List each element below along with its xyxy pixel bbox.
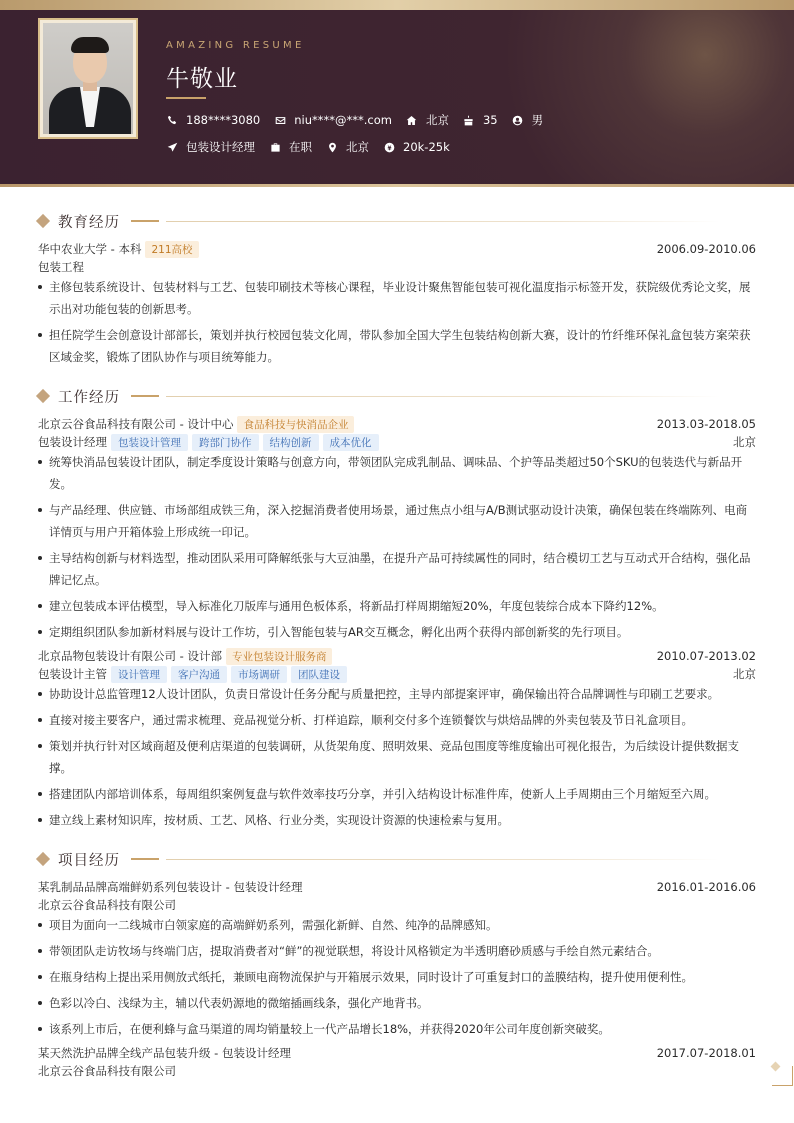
list-item: 策划并执行针对区域商超及便利店渠道的包装调研，从货架角度、照明效果、竞品包围度等维度输出可视化报告，为后续设计提供数据支撑。 xyxy=(38,735,758,779)
target-job-value: 包装设计经理 xyxy=(186,140,255,154)
section-divider xyxy=(166,221,720,222)
heading-accent xyxy=(131,395,159,397)
section-divider xyxy=(166,396,720,397)
target-job-info xyxy=(166,139,255,155)
education-section-heading xyxy=(36,211,159,231)
location-pin-icon xyxy=(326,141,338,153)
gender-info xyxy=(512,112,544,128)
skill-tag: 团队建设 xyxy=(291,666,347,683)
phone-icon xyxy=(166,114,178,126)
industry-tag: 专业包装设计服务商 xyxy=(226,648,333,665)
list-item: 主修包装系统设计、包装材料与工艺、包装印刷技术等核心课程，毕业设计聚焦智能包装可视化温度指示标签开发，获院级优秀论文奖，展示出对功能包装的创新思考。 xyxy=(38,276,758,320)
corner-ornament-line xyxy=(792,1066,793,1086)
target-city-value: 北京 xyxy=(346,140,369,154)
list-item: 建立线上素材知识库，按材质、工艺、风格、行业分类，实现设计资源的快速检索与复用。 xyxy=(38,809,758,831)
list-item: 主导结构创新与材料选型，推动团队采用可降解纸张与大豆油墨，在提升产品可持续属性的同时，结合模切工艺与互动式开合结构，强化品牌记忆点。 xyxy=(38,547,758,591)
list-item: 定期组织团队参加新材料展与设计工作坊，引入智能包装与AR交互概念，孵化出两个获得内部创新奖的先行项目。 xyxy=(38,621,758,643)
list-item: 带领团队走访牧场与终端门店，提取消费者对“鲜”的视觉联想，将设计风格锁定为半透明磨砂质感与手绘自然元素结合。 xyxy=(38,940,758,962)
education-major: 包装工程 xyxy=(38,260,84,274)
list-item: 协助设计总监管理12人设计团队，负责日常设计任务分配与质量把控，主导内部提案评审，确保输出符合品牌调性与印刷工艺要求。 xyxy=(38,683,758,705)
list-item: 项目为面向一二线城市白领家庭的高端鲜奶系列，需强化新鲜、自然、纯净的品牌感知。 xyxy=(38,914,758,936)
salary-value: 20k-25k xyxy=(403,140,450,154)
mail-icon xyxy=(274,114,286,126)
projects-title: 项目经历 xyxy=(58,852,120,869)
target-city-info xyxy=(326,139,369,155)
age-info xyxy=(463,113,498,127)
work-title: 工作经历 xyxy=(58,389,120,406)
project-header xyxy=(38,879,756,895)
job-city: 北京 xyxy=(733,667,756,681)
job-role: 包装设计经理 xyxy=(38,435,107,449)
list-item: 搭建团队内部培训体系，每周组织案例复盘与软件效率技巧分享，并引入结构设计标准件库，使新人上手周期由三个月缩短至六周。 xyxy=(38,783,758,805)
name-underline xyxy=(166,97,206,99)
salary-info xyxy=(383,140,450,154)
skill-tag: 市场调研 xyxy=(231,666,287,683)
job-role: 包装设计主管 xyxy=(38,667,107,681)
heading-accent xyxy=(131,220,159,222)
job-header xyxy=(38,648,756,664)
status-value: 在职 xyxy=(289,140,312,154)
skill-tag: 包装设计管理 xyxy=(111,434,188,451)
project-company-row xyxy=(38,1063,756,1079)
money-icon xyxy=(383,141,395,153)
job-company: 北京云谷食品科技有限公司 - 设计中心 xyxy=(38,417,234,431)
list-item: 该系列上市后，在便利蜂与盒马渠道的周均销量较上一代产品增长18%，并获得2020年公司年度创新突破奖。 xyxy=(38,1018,758,1040)
list-item: 建立包装成本评估模型，导入标准化刀版库与通用色板体系，将新品打样周期缩短20%，年度包装综合成本下降约12%。 xyxy=(38,595,758,617)
industry-tag: 食品科技与快消品企业 xyxy=(237,416,354,433)
avatar xyxy=(43,23,133,134)
diamond-icon xyxy=(36,852,50,866)
corner-ornament-line xyxy=(772,1085,793,1086)
top-accent-strip xyxy=(0,0,794,10)
list-item: 担任院学生会创意设计部部长，策划并执行校园包装文化周，带队参加全国大学生包装结构创新大赛，设计的竹纤维环保礼盒包装方案荣获区域金奖，锻炼了团队协作与项目统筹能力。 xyxy=(38,324,758,368)
section-divider xyxy=(166,859,720,860)
skill-tag: 成本优化 xyxy=(323,434,379,451)
home-info xyxy=(406,112,449,128)
project-name: 某天然洗护品牌全线产品包装升级 - 包装设计经理 xyxy=(38,1046,291,1060)
list-item: 直接对接主要客户，通过需求梳理、竞品视觉分析、打样追踪，顺利交付多个连锁餐饮与烘焙品牌的外卖包装及节日礼盒项目。 xyxy=(38,709,758,731)
diamond-icon xyxy=(36,214,50,228)
job-city: 北京 xyxy=(733,435,756,449)
skill-tag: 设计管理 xyxy=(111,666,167,683)
contact-row xyxy=(166,112,557,128)
project-company: 北京云谷食品科技有限公司 xyxy=(38,1064,176,1078)
list-item: 色彩以冷白、浅绿为主，辅以代表奶源地的微缩插画线条，强化产地背书。 xyxy=(38,992,758,1014)
skill-tag: 结构创新 xyxy=(263,434,319,451)
phone-value: 188****3080 xyxy=(186,113,261,127)
profile-photo xyxy=(38,18,138,139)
job-header xyxy=(38,416,756,432)
school-tag: 211高校 xyxy=(145,241,198,258)
list-item: 与产品经理、供应链、市场部组成铁三角，深入挖掘消费者使用场景，通过焦点小组与A/B测试驱动设计决策，确保包装在终端陈列、电商详情页与用户开箱体验上形成统一印记。 xyxy=(38,499,758,543)
education-date: 2006.09-2010.06 xyxy=(656,242,756,256)
job-role-row xyxy=(38,666,756,682)
project-name: 某乳制品品牌高端鲜奶系列包装设计 - 包装设计经理 xyxy=(38,880,303,894)
education-entry-header xyxy=(38,241,756,257)
work-section-heading xyxy=(36,386,159,406)
home-icon xyxy=(406,114,418,126)
skill-tag: 跨部门协作 xyxy=(192,434,259,451)
gender-value: 男 xyxy=(531,113,544,127)
project-header xyxy=(38,1045,756,1061)
send-icon xyxy=(166,141,178,153)
age-value: 35 xyxy=(482,113,498,127)
job-intent-row xyxy=(166,139,464,155)
project-company: 北京云谷食品科技有限公司 xyxy=(38,898,176,912)
user-circle-icon xyxy=(512,114,524,126)
project-company-row xyxy=(38,897,756,913)
resume-eyebrow: AMAZING RESUME xyxy=(166,40,305,51)
job-date: 2010.07-2013.02 xyxy=(656,649,756,663)
cake-icon xyxy=(463,114,475,126)
diamond-icon xyxy=(36,389,50,403)
skill-tag: 客户沟通 xyxy=(171,666,227,683)
list-item: 在瓶身结构上提出采用侧放式纸托，兼顾电商物流保护与开箱展示效果，同时设计了可重复封口的盖膜结构，提升使用便利性。 xyxy=(38,966,758,988)
status-info xyxy=(269,139,312,155)
job-date: 2013.03-2018.05 xyxy=(656,417,756,431)
corner-diamond-ornament xyxy=(771,1062,781,1072)
job-company: 北京品物包装设计有限公司 - 设计部 xyxy=(38,649,222,663)
projects-section-heading xyxy=(36,849,159,869)
briefcase-icon xyxy=(269,141,281,153)
list-item: 统筹快消品包装设计团队，制定季度设计策略与创意方向，带领团队完成乳制品、调味品、个护等品类超过50个SKU的包装迭代与新品开发。 xyxy=(38,451,758,495)
email-value: niu****@***.com xyxy=(294,113,392,127)
project-date: 2017.07-2018.01 xyxy=(656,1046,756,1060)
email-info xyxy=(274,113,392,127)
education-major-row xyxy=(38,259,756,275)
education-title: 教育经历 xyxy=(58,214,120,231)
candidate-name: 牛敬业 xyxy=(166,66,238,92)
project-date: 2016.01-2016.06 xyxy=(656,880,756,894)
phone-info xyxy=(166,113,260,127)
home-value: 北京 xyxy=(425,113,449,127)
heading-accent xyxy=(131,858,159,860)
header-divider xyxy=(0,184,794,187)
school-degree: 华中农业大学 - 本科 xyxy=(38,242,142,256)
job-role-row xyxy=(38,434,756,450)
